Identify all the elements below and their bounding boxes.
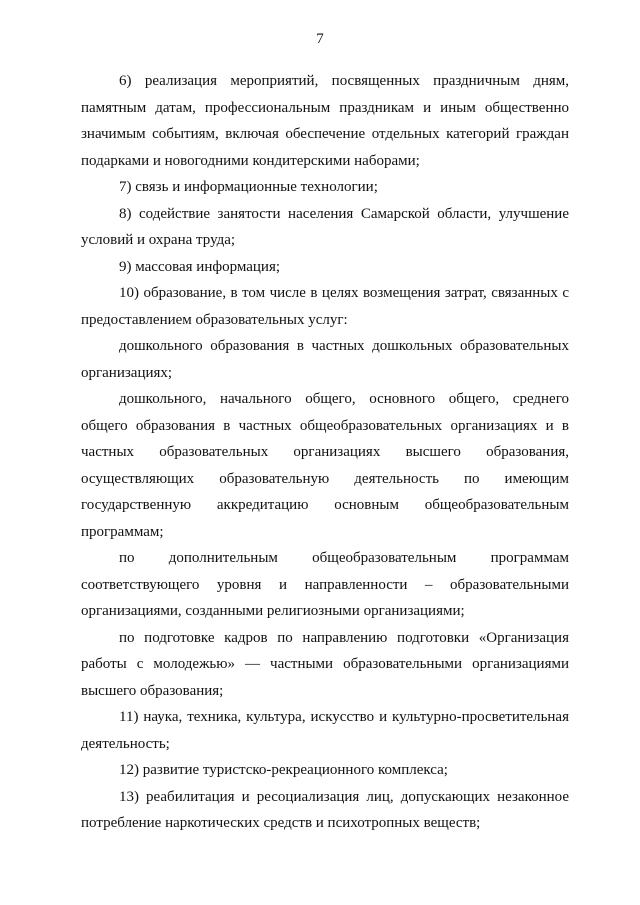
paragraph-additional-programs: по дополнительным общеобразовательным программам соответствующего уровня и направленности – образовательными организациями, созданными религиозными организациями; bbox=[81, 550, 569, 619]
paragraph-item-13: 13) реабилитация и ресоциализация лиц, допускающих незаконное потребление наркотических средств и психотропных веществ; bbox=[81, 788, 569, 831]
document-body bbox=[81, 68, 569, 837]
paragraph-general-education: дошкольного, начального общего, основного общего, среднего общего образования в частных общеобразовательных организациях и в частных образовательных организациях высшего образования, осуществляющих образовательную деятельность по имеющим государственную аккредитацию основным общеобразовательным программам; bbox=[81, 391, 569, 540]
paragraph-item-6: 6) реализация мероприятий, посвященных праздничным дням, памятным датам, профессиональным праздникам и иным общественно значимым событиям, включая обеспечение отдельных категорий граждан подарками и новогодними кондитерскими наборами; bbox=[81, 73, 569, 169]
page-number: 7 bbox=[316, 31, 324, 47]
paragraph-item-9: 9) массовая информация; bbox=[119, 258, 281, 275]
paragraph-item-8: 8) содействие занятости населения Самарской области, улучшение условий и охрана труда; bbox=[81, 205, 569, 248]
paragraph-item-11: 11) наука, техника, культура, искусство и культурно-просветительная деятельность; bbox=[81, 709, 569, 752]
paragraph-item-12: 12) развитие туристско-рекреационного комплекса; bbox=[119, 762, 448, 778]
paragraph-item-7: 7) связь и информационные технологии; bbox=[119, 179, 378, 195]
paragraph-item-10: 10) образование, в том числе в целях возмещения затрат, связанных с предоставлением образовательных услуг: bbox=[81, 285, 569, 328]
paragraph-preschool: дошкольного образования в частных дошкольных образовательных организациях; bbox=[81, 338, 569, 381]
paragraph-youth-training: по подготовке кадров по направлению подготовки «Организация работы с молодежью» — частными образовательными организациями высшего образования; bbox=[81, 629, 569, 699]
